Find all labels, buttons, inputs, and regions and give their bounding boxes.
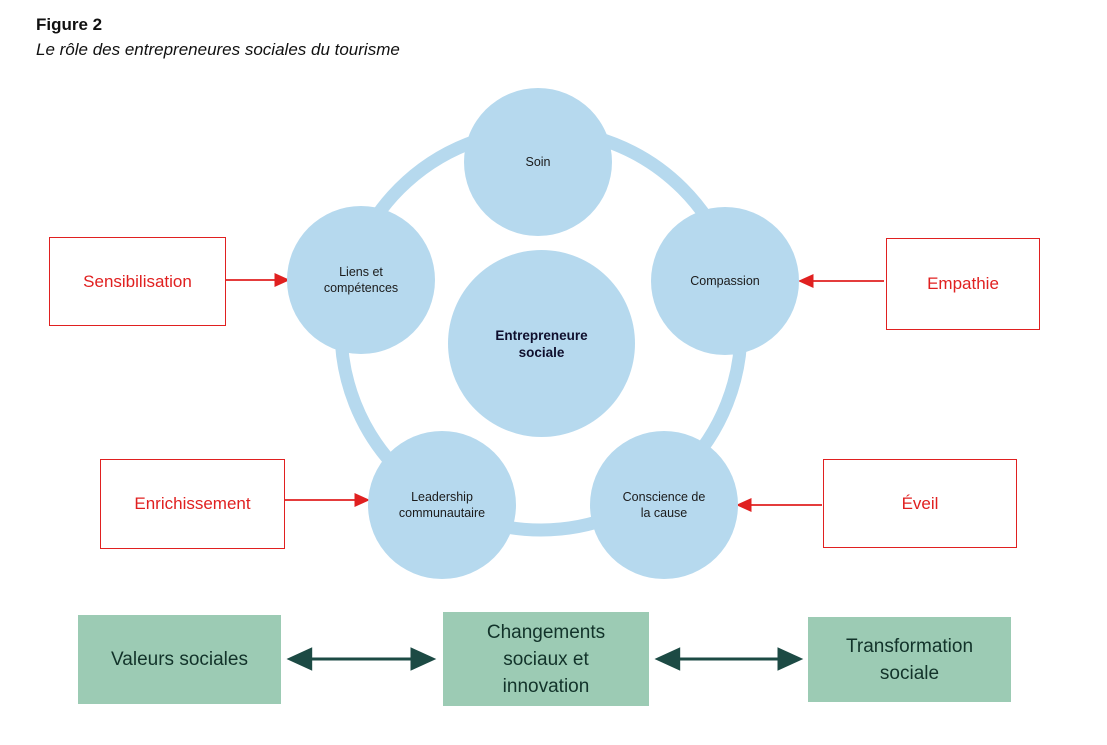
node-leadership-communautaire[interactable] xyxy=(368,431,516,579)
node-leadership-label-line1: Leadership xyxy=(411,490,473,504)
node-liens-label-line1: Liens et xyxy=(339,265,383,279)
node-liens-et-competences[interactable] xyxy=(287,206,435,354)
box-eveil[interactable] xyxy=(823,459,1017,548)
box-valeurs-label-line1: Valeurs sociales xyxy=(111,649,248,670)
node-soin-label: Soin xyxy=(525,155,551,169)
node-compassion-label: Compassion xyxy=(690,274,760,288)
box-valeurs-sociales[interactable] xyxy=(78,615,281,704)
box-sensibilisation-label: Sensibilisation xyxy=(83,271,192,291)
figure-subtitle: Le rôle des entrepreneures sociales du tourisme xyxy=(36,40,400,59)
box-empathie[interactable] xyxy=(886,238,1040,330)
node-conscience-de-la-cause[interactable] xyxy=(590,431,738,579)
box-transformation-sociale[interactable] xyxy=(808,617,1011,702)
node-entrepreneure-sociale[interactable] xyxy=(448,250,635,437)
box-sensibilisation[interactable] xyxy=(49,237,226,326)
box-changements-label-line3: innovation xyxy=(502,675,590,697)
box-eveil-label: Éveil xyxy=(901,493,939,513)
node-center-label-line1: Entrepreneure xyxy=(495,327,588,343)
box-empathie-label: Empathie xyxy=(927,274,999,293)
node-conscience-label-line1: Conscience de xyxy=(622,490,706,504)
box-enrichissement-label: Enrichissement xyxy=(134,494,251,513)
figure-label: Figure 2 xyxy=(36,15,103,34)
box-changements-sociaux-et-innovation[interactable] xyxy=(443,612,649,706)
box-transformation-label-line2: sociale xyxy=(879,662,940,684)
box-enrichissement[interactable] xyxy=(100,459,285,549)
node-leadership-label-line2: communautaire xyxy=(398,506,486,520)
box-changements-label-line1: Changements xyxy=(486,621,606,643)
node-soin[interactable] xyxy=(464,88,612,236)
node-center-label-line2: sociale xyxy=(518,344,565,360)
node-conscience-label-line2: la cause xyxy=(640,506,688,520)
box-changements-label-line2: sociaux et xyxy=(503,648,589,670)
node-compassion[interactable] xyxy=(651,207,799,355)
node-liens-label-line2: compétences xyxy=(323,281,399,295)
box-transformation-label-line1: Transformation xyxy=(845,635,974,657)
